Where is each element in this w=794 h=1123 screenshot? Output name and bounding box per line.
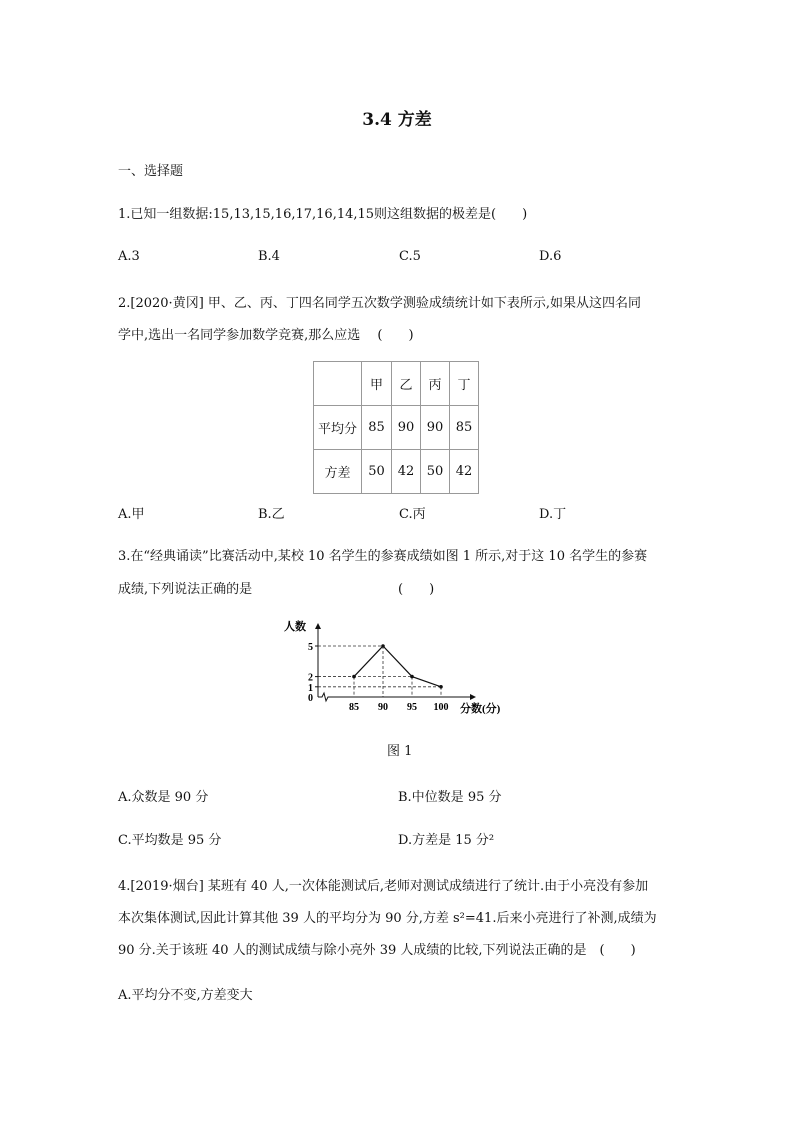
table-cell: 方差	[314, 450, 362, 494]
table-cell: 90	[421, 406, 450, 450]
score-table	[313, 361, 479, 494]
question-4-line-2: 本次集体测试,因此计算其他 39 人的平均分为 90 分,方差 s²=41.后来小亮进行了补测,成绩为	[118, 911, 657, 926]
table-header-row	[314, 362, 479, 406]
q4-option-a: A.平均分不变,方差变大	[118, 988, 253, 1003]
question-1-text: 1.已知一组数据:15,13,15,16,17,16,14,15则这组数据的极差是( )	[118, 207, 528, 222]
table-cell: 平均分	[314, 406, 362, 450]
page-title: 3.4 方差	[362, 110, 432, 130]
q1-option-b: B.4	[258, 249, 280, 264]
q1-option-d: D.6	[539, 249, 562, 264]
data-point	[410, 675, 414, 679]
q2-option-d: D.丁	[539, 507, 567, 522]
y-tick-label: 2	[308, 672, 313, 684]
x-tick-label: 100	[433, 702, 449, 713]
q3-option-a: A.众数是 90 分	[118, 790, 209, 805]
y-tick-label: 0	[308, 693, 313, 704]
table-cell: 90	[392, 406, 421, 450]
table-header-cell: 丁	[450, 362, 479, 406]
y-tick-label: 5	[308, 642, 313, 653]
q2-option-b: B.乙	[258, 507, 285, 522]
question-3-line-2: 成绩,下列说法正确的是	[118, 582, 253, 597]
score-line-chart	[270, 612, 520, 722]
section-heading: 一、选择题	[118, 164, 184, 179]
q1-option-c: C.5	[399, 249, 421, 264]
table-header-cell: 丙	[421, 362, 450, 406]
data-point	[439, 685, 443, 689]
question-2-line-1: 2.[2020·黄冈] 甲、乙、丙、丁四名同学五次数学测验成绩统计如下表所示,如果从这四名同	[118, 296, 642, 311]
x-axis-label: 分数(分)	[460, 703, 501, 715]
x-tick-label: 85	[349, 702, 359, 713]
data-point	[352, 675, 356, 679]
question-3-paren: ( )	[398, 582, 435, 597]
question-3-line-1: 3.在“经典诵读”比赛活动中,某校 10 名学生的参赛成绩如图 1 所示,对于这 10 名学生的参赛	[118, 549, 648, 564]
x-tick-label: 95	[407, 702, 417, 713]
table-row	[314, 406, 479, 450]
q1-option-a: A.3	[118, 249, 140, 264]
table-cell: 50	[421, 450, 450, 494]
table-row	[314, 450, 479, 494]
table-cell: 85	[450, 406, 479, 450]
data-point	[381, 644, 385, 648]
question-2-line-2: 学中,选出一名同学参加数学竞赛,那么应选 ( )	[118, 328, 414, 343]
q3-option-d: D.方差是 15 分²	[398, 833, 495, 848]
table-cell: 42	[450, 450, 479, 494]
question-4-line-3: 90 分.关于该班 40 人的测试成绩与除小亮外 39 人成绩的比较,下列说法正确的是 ( )	[118, 943, 636, 958]
x-axis	[318, 693, 475, 701]
q2-option-c: C.丙	[399, 507, 426, 522]
table-cell: 50	[362, 450, 392, 494]
table-header-cell	[314, 362, 362, 406]
question-4-line-1: 4.[2019·烟台] 某班有 40 人,一次体能测试后,老师对测试成绩进行了统计.由于小亮没有参加	[118, 879, 649, 894]
table-cell: 85	[362, 406, 392, 450]
q3-option-c: C.平均数是 95 分	[118, 833, 222, 848]
q3-option-b: B.中位数是 95 分	[398, 790, 502, 805]
y-axis-label: 人数	[284, 621, 306, 633]
table-header-cell: 甲	[362, 362, 392, 406]
y-tick-label: 1	[308, 682, 313, 694]
x-tick-label: 90	[378, 702, 388, 713]
q2-option-a: A.甲	[118, 507, 145, 522]
table-header-cell: 乙	[392, 362, 421, 406]
series-line	[354, 646, 441, 687]
figure-caption: 图 1	[387, 744, 413, 759]
table-cell: 42	[392, 450, 421, 494]
